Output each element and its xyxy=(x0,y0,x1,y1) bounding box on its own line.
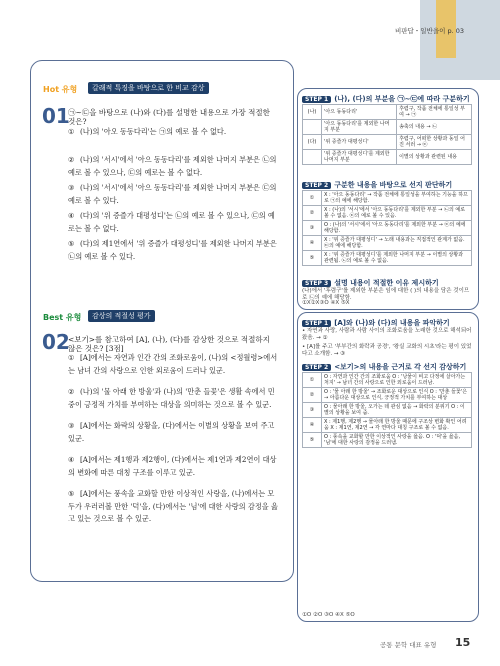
corner-tab xyxy=(420,0,500,80)
r1-step3: STEP 3 설명 내용이 적절한 이유 제시하기 xyxy=(302,278,439,288)
q1-badge: Hot 유형 xyxy=(43,85,78,94)
table-cell: ② xyxy=(303,388,322,403)
q2-option-3[interactable] xyxy=(68,420,278,445)
table-cell: X : '위 증즐가 대평성디'를 제외한 나머지 부분 → 이별의 상황과 관련됨. ㉡의 예로 볼 수 없음. xyxy=(322,251,472,266)
r1-table2 xyxy=(302,190,472,266)
q1-option-5[interactable] xyxy=(68,238,278,263)
q1-tag: 갈래적 특징을 바탕으로 한 비교 감상 xyxy=(88,82,209,94)
table-cell: ④ xyxy=(303,236,322,251)
option-text: (나)의 '물 아래 한 방울'과 (나)의 '만춘 들꽃'은 생활 속에서 민중이 긍정적 가치를 부여하는 대상을 의미하는 것으로 볼 수 있군. xyxy=(68,387,275,409)
q1-option-2[interactable] xyxy=(68,154,278,179)
table-cell: 송축의 내용 → ㉡ xyxy=(397,120,472,135)
table-cell: ① xyxy=(303,191,322,206)
table-row xyxy=(303,221,472,236)
table-row xyxy=(303,373,472,388)
q2-number: 02 xyxy=(42,330,70,354)
table-cell: ① xyxy=(303,373,322,388)
table-cell: ④ xyxy=(303,418,322,433)
table-cell: O : 풍속을 교화할 만한 이상적인 사랑을 읊음. O : '덕'을 읊음, '님'에 대한 사랑의 감정을 드러냄. xyxy=(322,433,472,448)
page-header: 비판답・일반을이 p. 03 xyxy=(394,27,464,35)
table-row xyxy=(303,388,472,403)
option-text: [A]에서는 제1행과 제2행이, (다)에서는 제1연과 제2연이 대상의 변화에 따른 대칭 구조를 이루고 있군. xyxy=(68,455,277,477)
table-row xyxy=(303,105,472,120)
page-number: 15 xyxy=(455,636,471,649)
option-number: ④ xyxy=(68,455,75,464)
table-cell: ② xyxy=(303,206,322,221)
option-text: (나)의 '아오 동동다리'는 ㉠의 예로 볼 수 없다. xyxy=(80,127,227,136)
table-row xyxy=(303,191,472,206)
table-cell: ⑤ xyxy=(303,433,322,448)
table-cell xyxy=(303,150,322,165)
option-text: (나)의 '서시'에서 '아으 동동다리'를 제외한 나머지 부분은 ㉢의 예로 볼 수 있다. xyxy=(68,183,277,205)
table-cell: '아으 동동다리' xyxy=(322,105,397,120)
option-number: ③ xyxy=(68,183,75,192)
table-cell: O : 자연과 인간 간의 조화로움 O : '낭물이 비고 다정에 살아가는 처지' → 남녀 간의 사랑으로 인한 외로움이 드러남. xyxy=(322,373,472,388)
r1-marks: ①X②X③O ④X ⑤X xyxy=(302,300,350,306)
table-cell: 이별의 상황과 관련된 내용 xyxy=(397,150,472,165)
table-row xyxy=(303,433,472,448)
r2-line-1: • 자연과 사랑, 사람과 사람 사이의 조화로움을 노래한 것으로 해석되어 왔음. → ① xyxy=(302,328,472,341)
option-number: ① xyxy=(68,353,75,362)
solution-panel-2 xyxy=(297,312,479,622)
table-cell: X : '위 증즐가 대평성디' → 노래 내용과는 직접적인 관계가 없음. ㉢의 예에 해당함. xyxy=(322,236,472,251)
table-cell: X : '아으 동동다리' → 작품 전체에 통일성을 부여하는 기능을 하므로 ㉠의 예에 해당함. xyxy=(322,191,472,206)
table-cell: 후렴구, 작품 전체에 통일성 부여 → ㉠ xyxy=(397,105,472,120)
table-cell: O : (나)의 '서시'에서 '아으 동동다리'를 제외한 부분 → ㉢의 예에 해당함. xyxy=(322,221,472,236)
q2-option-2[interactable] xyxy=(68,386,278,411)
table-row xyxy=(303,251,472,266)
q2-tag: 감상의 적절성 평가 xyxy=(88,310,155,322)
r1-step3-text: (나)에서 '후렴구'를 제외한 부분은 임에 대한 ( )의 내용을 담은 것이므로 ㉡의 예에 해당함. xyxy=(302,288,470,301)
r2-step1: STEP 1 [A]와 (나)와 (다)의 내용을 파악하기 xyxy=(302,318,450,328)
q1-option-4[interactable] xyxy=(68,210,278,235)
q1-stem: ㉠~㉢을 바탕으로 (나)와 (다)를 설명한 내용으로 가장 적절한 것은? xyxy=(68,108,270,126)
option-number: ⑤ xyxy=(68,239,75,248)
table-row xyxy=(303,206,472,221)
table-cell: O : 물아래 한 방울, 오가는 데 관심 없음 → 화락의 분위기 O : 이별의 상황을 보여 줌. xyxy=(322,403,472,418)
table-cell: X : 제1행, 제2행 → 물아래 한 방울 때문에 구조상 변화 확인 어려움 X : 제1연, 제2연 → 각 연마다 대칭 구조로 볼 수 없음. xyxy=(322,418,472,433)
q1-number: 01 xyxy=(42,104,70,128)
footer-title: 공통 문학 대표 유형 xyxy=(380,641,437,649)
table-cell xyxy=(303,120,322,135)
option-number: ④ xyxy=(68,211,75,220)
table-row xyxy=(303,403,472,418)
table-row xyxy=(303,236,472,251)
r2-table xyxy=(302,372,472,448)
option-text: (다)의 '위 증즐가 대평성디'는 ㉡의 예로 볼 수 있으나, ㉢의 예로는 볼 수 없다. xyxy=(68,211,275,233)
option-number: ② xyxy=(68,155,75,164)
r1-step1: STEP 1 (나), (다)의 부분을 ㉠~㉢에 따라 구분하기 xyxy=(302,94,470,104)
table-row xyxy=(303,135,472,150)
r1-step2: STEP 2 구분한 내용을 바탕으로 선지 판단하기 xyxy=(302,180,452,190)
option-number: ① xyxy=(68,127,75,136)
table-cell: '위 증즐가 대평성디'를 제외한 나머지 부분 xyxy=(322,150,397,165)
option-text: (나)의 '서시'에서 '아으 동동다리'를 제외한 나머지 부분은 ㉡의 예로 볼 수 있으나, ㉢의 예로는 볼 수 없다. xyxy=(68,155,277,177)
option-text: [A]에서는 화락의 상황을, (다)에서는 이별의 상황을 보여 주고 있군. xyxy=(68,421,275,443)
table-cell: 후렴구, 어떠한 상황과 동일 어진 서러 → ㉢ xyxy=(397,135,472,150)
table-cell: X : (나)의 '서시'에서 '아으 동동다리'를 제외한 부분 → ㉡의 예로 볼 수 없음. ㉢의 예로 볼 수 있음. xyxy=(322,206,472,221)
r2-marks: ①O ②O ③O ④X ⑤O xyxy=(302,612,355,618)
option-number: ② xyxy=(68,387,75,396)
option-text: [A]에서는 풍속을 교화할 만한 이상적인 사랑을, (나)에서는 모두가 우러러볼 만한 '덕'을, (다)에서는 '님'에 대한 사랑의 감정을 읊고 있는 것으로 볼 수 있군. xyxy=(68,489,278,524)
option-number: ③ xyxy=(68,421,75,430)
table-cell: ⑤ xyxy=(303,251,322,266)
option-text: [A]에서는 자연과 인간 간의 조화로움이, (나)의 <정월령>에서는 남녀 간의 사랑으로 인한 외로움이 드러나 있군. xyxy=(68,353,278,375)
table-cell: O : '물 아래 한 방울' → 조화로운 대상으로 인식 O : '만춘 들꽃'은 → 아름다운 대상으로 인식, 긍정적 가치를 부여하는 대상 xyxy=(322,388,472,403)
option-number: ⑤ xyxy=(68,489,75,498)
table-row xyxy=(303,120,472,135)
r1-table1 xyxy=(302,104,472,165)
table-row xyxy=(303,150,472,165)
table-cell: ③ xyxy=(303,403,322,418)
r2-step2: STEP 2 <보기>의 내용을 근거로 각 선지 감상하기 xyxy=(302,362,466,372)
table-cell: (다) xyxy=(303,135,322,150)
q2-option-1[interactable] xyxy=(68,352,278,377)
q2-badge: Best 유형 xyxy=(43,313,82,322)
option-text: (다)의 제1연에서 '위 증즐가 대평성디'를 제외한 나머지 부분은 ㉡의 예로 볼 수 있다. xyxy=(68,239,277,261)
q2-stem: <보기>를 참고하여 [A], (나), (다)를 감상한 것으로 적절하지 않은 것은? [3점] xyxy=(68,335,270,353)
q1-option-3[interactable] xyxy=(68,182,278,207)
q1-option-1[interactable] xyxy=(68,126,278,139)
q2-option-5[interactable] xyxy=(68,488,278,526)
table-cell: '아으 동동다리'를 제외한 나머지 부분 xyxy=(322,120,397,135)
table-row xyxy=(303,418,472,433)
r2-line-2: • [A]를 주고 '부부간의 화락과 공경', '왕실 교화의 시초'라는 평이 있었다고 소개함. → ③ xyxy=(302,344,472,357)
table-cell: (나) xyxy=(303,105,322,120)
table-cell: '위 증즐가 대평성디' xyxy=(322,135,397,150)
q2-option-4[interactable] xyxy=(68,454,278,479)
table-cell: ③ xyxy=(303,221,322,236)
